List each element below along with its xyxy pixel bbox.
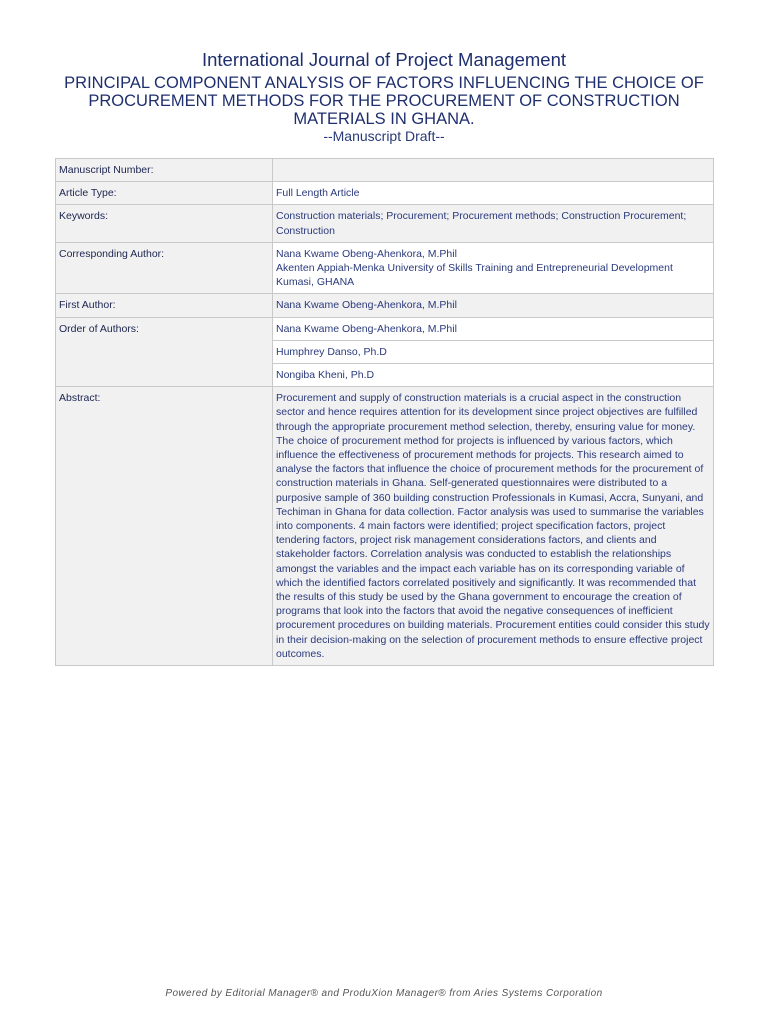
first-author-label: First Author: (56, 294, 273, 317)
corresponding-author-value (273, 242, 714, 294)
draft-label: --Manuscript Draft-- (323, 128, 445, 144)
table-row (56, 387, 714, 666)
article-type-value: Full Length Article (273, 182, 714, 205)
document-header (0, 49, 768, 144)
abstract-label: Abstract: (56, 387, 273, 666)
table-row (56, 317, 714, 340)
abstract-text: Procurement and supply of construction materials is a crucial aspect in the construction sector and hence requires attention for its development since project objectives are fulfilled through the appropriate procurement method selection, thereby, ensuring value for money. The choice of procurement method for projects is influenced by various factors, which influence the effectiveness of procurement methods for projects. This research aimed to analyse the factors that influence the choice of procurement methods for the procurement of construction materials in Ghana. Self-generated questionnaires were distributed to a purposive sample of 360 building construction Professionals in Kumasi, Accra, Sunyani, and Techiman in Ghana for data collection. Factor analysis was used to summarise the variables into components. 4 main factors were identified; project specification factors, project tendering factors, project risk management considerations factors, and clients and stakeholder factors. Correlation analysis was conducted to establish the relationships amongst the variables and the impact each variable has on its corresponding variable of which the identified factors correlated positively and significantly. It was recommended that the results of this study be used by the Ghana government to encourage the creation of programs that look into the factors that avoid the negative consequences of inefficient procurement procedures on building materials. Procurement entities could consider this study in their decision-making on the selection of procurement methods to ensure effective project outcomes. (273, 387, 714, 666)
table-row (56, 182, 714, 205)
table-row (56, 294, 714, 317)
author-entry: Humphrey Danso, Ph.D (273, 340, 714, 363)
keywords-label: Keywords: (56, 205, 273, 242)
table-row (56, 242, 714, 294)
manuscript-number-label: Manuscript Number: (56, 159, 273, 182)
table-row (56, 205, 714, 242)
journal-title: International Journal of Project Management (201, 49, 567, 70)
corresponding-author-location: Kumasi, GHANA (276, 276, 355, 289)
manuscript-number-value (273, 159, 714, 182)
keywords-value: Construction materials; Procurement; Procurement methods; Construction Procurement; Construction (273, 205, 714, 242)
first-author-value: Nana Kwame Obeng-Ahenkora, M.Phil (273, 294, 714, 317)
table-row (56, 159, 714, 182)
order-of-authors-label: Order of Authors: (56, 317, 273, 387)
article-title: PRINCIPAL COMPONENT ANALYSIS OF FACTORS INFLUENCING THE CHOICE OF PROCUREMENT METHODS FOR THE PROCUREMENT OF CONSTRUCTION MATERIALS IN GHANA. (64, 74, 704, 128)
article-type-label: Article Type: (56, 182, 273, 205)
footer-credit: Powered by Editorial Manager® and ProduXion Manager® from Aries Systems Corporation (165, 988, 603, 999)
corresponding-author-institution: Akenten Appiah-Menka University of Skills Training and Entrepreneurial Development (276, 262, 673, 275)
author-entry: Nana Kwame Obeng-Ahenkora, M.Phil (273, 317, 714, 340)
corresponding-author-name: Nana Kwame Obeng-Ahenkora, M.Phil (276, 247, 457, 260)
author-entry: Nongiba Kheni, Ph.D (273, 364, 714, 387)
manuscript-metadata-table (55, 158, 714, 666)
corresponding-author-label: Corresponding Author: (56, 242, 273, 294)
